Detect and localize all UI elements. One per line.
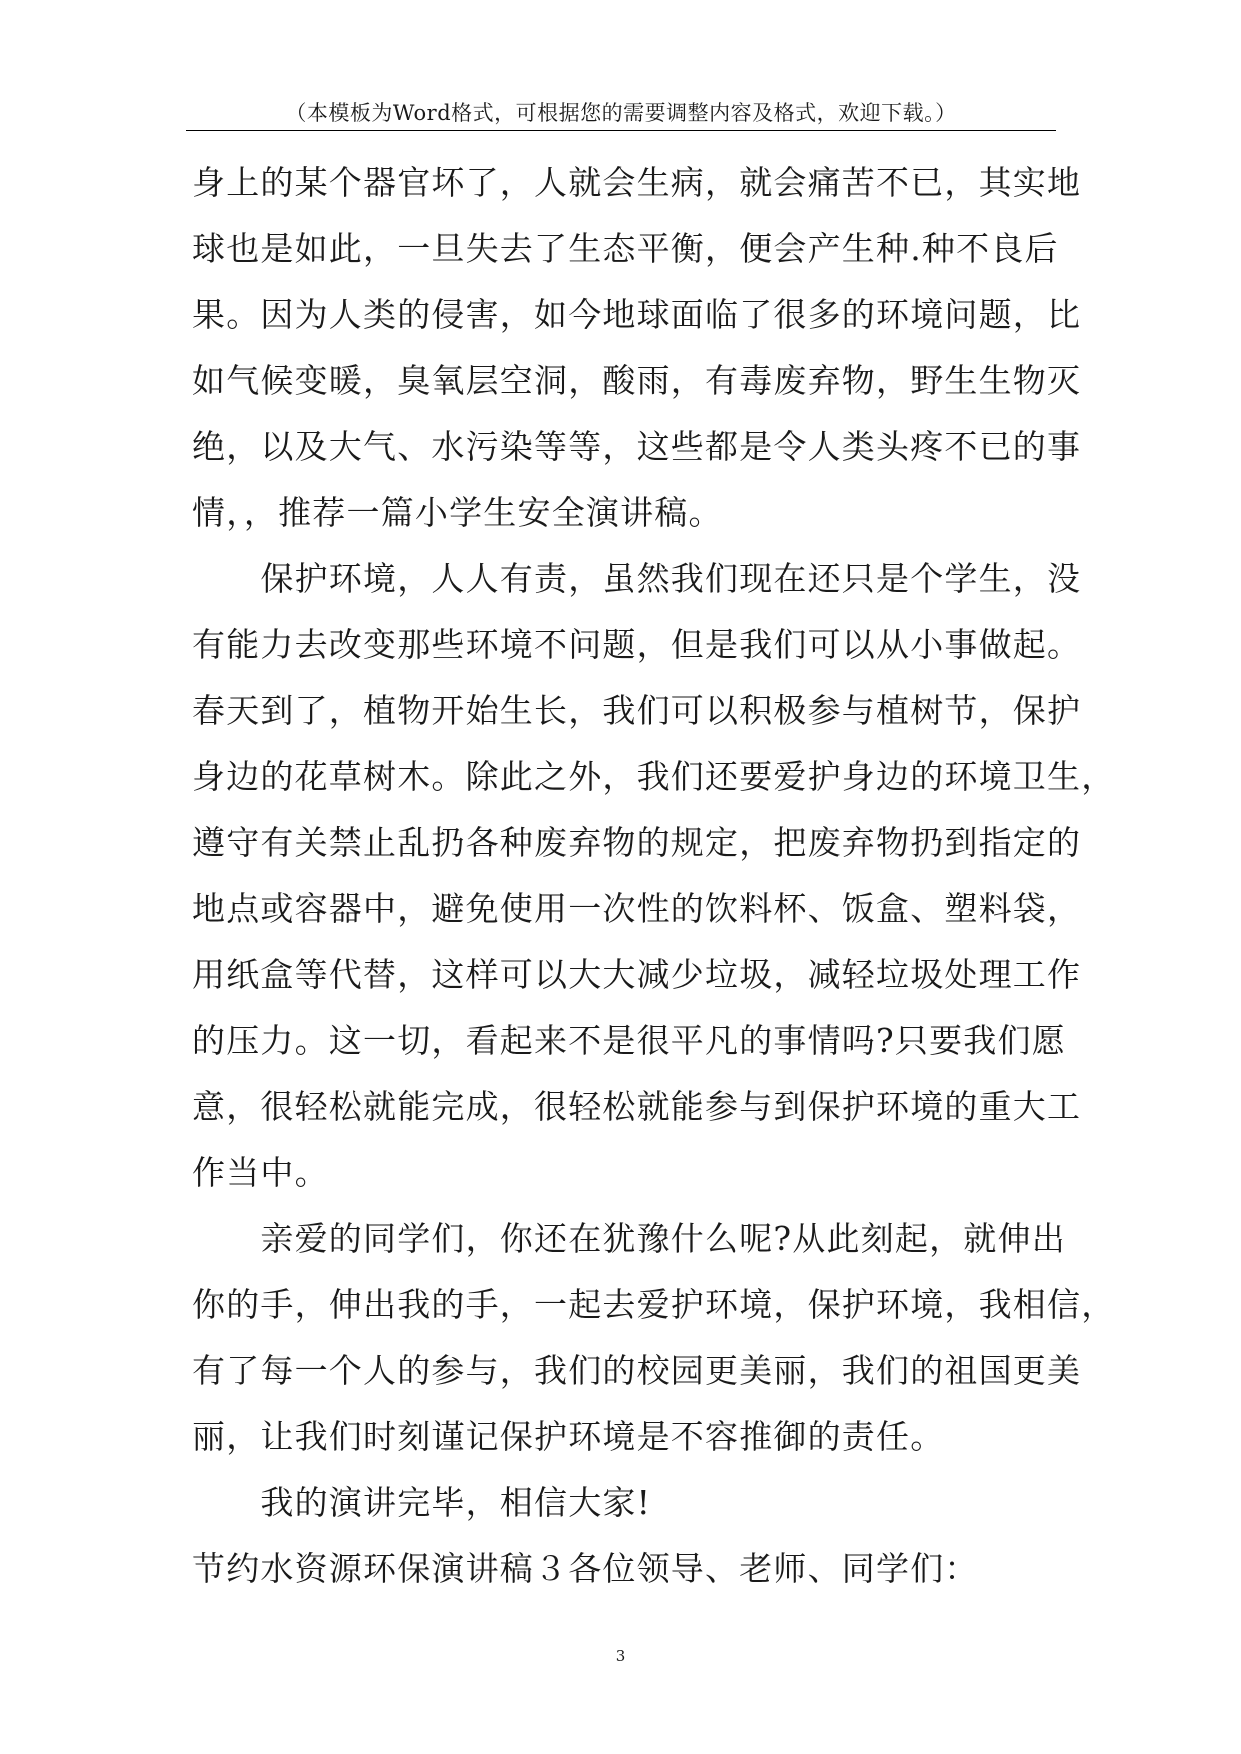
text-line: 如气候变暖，臭氧层空洞，酸雨，有毒废弃物，野生生物灭 — [192, 361, 1082, 400]
text-line: 我的演讲完毕，相信大家! — [192, 1483, 652, 1522]
text-line: 遵守有关禁止乱扔各种废弃物的规定，把废弃物扔到指定的 — [192, 823, 1082, 862]
header-divider — [186, 130, 1056, 131]
text-line: 用纸盒等代替，这样可以大大减少垃圾，减轻垃圾处理工作 — [192, 955, 1082, 994]
text-line: 亲爱的同学们，你还在犹豫什么呢?从此刻起，就伸出 — [192, 1219, 1066, 1258]
document-body — [192, 150, 1116, 1602]
text-line: 球也是如此，一旦失去了生态平衡，便会产生种.种不良后 — [192, 229, 1059, 268]
text-line: 你的手，伸出我的手，一起去爱护环境，保护环境，我相信， — [192, 1285, 1116, 1324]
text-line: 意，很轻松就能完成，很轻松就能参与到保护环境的重大工 — [192, 1087, 1082, 1126]
text-line: 作当中。 — [192, 1153, 329, 1192]
text-line: 有能力去改变那些环境不问题，但是我们可以从小事做起。 — [192, 625, 1082, 664]
template-note-header: （本模板为Word格式，可根据您的需要调整内容及格式，欢迎下载。） — [285, 101, 957, 125]
text-line: 身上的某个器官坏了，人就会生病，就会痛苦不已，其实地 — [192, 163, 1082, 202]
text-line: 地点或容器中，避免使用一次性的饮料杯、饭盒、塑料袋， — [192, 889, 1082, 928]
text-line: 情，，推荐一篇小学生安全演讲稿。 — [192, 493, 723, 532]
text-line: 的压力。这一切，看起来不是很平凡的事情吗?只要我们愿 — [192, 1021, 1066, 1060]
text-line: 春天到了，植物开始生长，我们可以积极参与植树节，保护 — [192, 691, 1082, 730]
page-number: 3 — [615, 1647, 626, 1665]
text-line: 保护环境，人人有责，虽然我们现在还只是个学生，没 — [192, 559, 1082, 598]
text-line: 绝，以及大气、水污染等等，这些都是令人类头疼不已的事 — [192, 427, 1082, 466]
text-line: 身边的花草树木。除此之外，我们还要爱护身边的环境卫生， — [192, 757, 1116, 796]
text-line: 果。因为人类的侵害，如今地球面临了很多的环境问题，比 — [192, 295, 1082, 334]
text-line: 有了每一个人的参与，我们的校园更美丽，我们的祖国更美 — [192, 1351, 1082, 1390]
text-line: 丽，让我们时刻谨记保护环境是不容推御的责任。 — [192, 1417, 945, 1456]
text-line: 节约水资源环保演讲稿３各位领导、老师、同学们： — [192, 1549, 979, 1588]
